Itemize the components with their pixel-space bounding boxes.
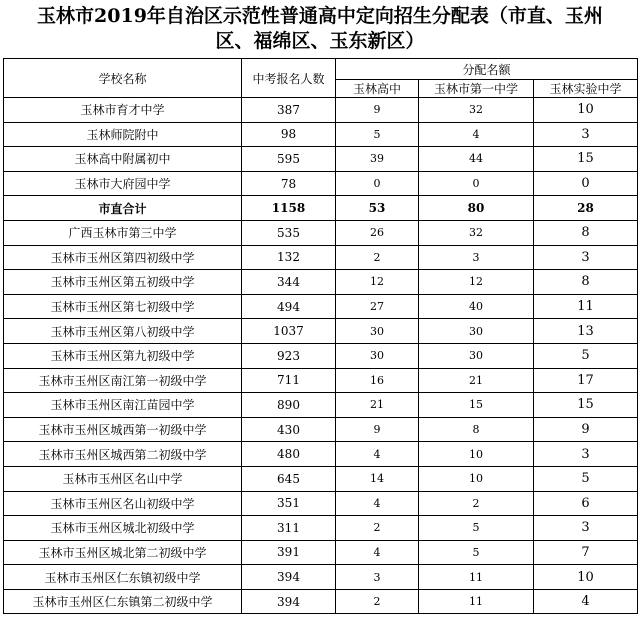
school-cell: 玉林市玉州区第八初级中学 (4, 319, 242, 344)
applicants-cell: 387 (242, 98, 336, 123)
school-cell: 玉林市玉州区第四初级中学 (4, 245, 242, 270)
quota-first-middle-cell: 5 (419, 540, 534, 565)
applicants-cell: 311 (242, 516, 336, 541)
quota-first-middle-cell: 80 (419, 196, 534, 221)
applicants-cell: 394 (242, 589, 336, 614)
quota-first-middle-cell: 21 (419, 368, 534, 393)
school-cell: 玉林市玉州区名山中学 (4, 466, 242, 491)
quota-first-middle-cell: 12 (419, 270, 534, 295)
school-cell: 玉林市玉州区第九初级中学 (4, 343, 242, 368)
quota-experimental-cell: 15 (534, 147, 638, 172)
header-col-b: 玉林市第一中学 (419, 80, 534, 98)
quota-first-middle-cell: 0 (419, 171, 534, 196)
applicants-cell: 78 (242, 171, 336, 196)
table-row (4, 442, 638, 467)
table-row (4, 245, 638, 270)
table-row (4, 466, 638, 491)
quota-yulin-high-cell: 30 (336, 343, 419, 368)
quota-first-middle-cell: 40 (419, 294, 534, 319)
header-col-c: 玉林实验中学 (534, 80, 638, 98)
quota-first-middle-cell: 11 (419, 589, 534, 614)
school-cell: 玉林高中附属初中 (4, 147, 242, 172)
quota-experimental-cell: 8 (534, 270, 638, 295)
table-row (4, 540, 638, 565)
quota-first-middle-cell: 8 (419, 417, 534, 442)
quota-yulin-high-cell: 26 (336, 220, 419, 245)
quota-yulin-high-cell: 4 (336, 540, 419, 565)
applicants-cell: 430 (242, 417, 336, 442)
applicants-cell: 711 (242, 368, 336, 393)
school-cell: 玉林市大府园中学 (4, 171, 242, 196)
quota-yulin-high-cell: 12 (336, 270, 419, 295)
applicants-cell: 595 (242, 147, 336, 172)
quota-yulin-high-cell: 27 (336, 294, 419, 319)
school-cell: 玉林市玉州区城西第二初级中学 (4, 442, 242, 467)
quota-yulin-high-cell: 2 (336, 589, 419, 614)
school-cell: 市直合计 (4, 196, 242, 221)
school-cell: 玉林市玉州区第五初级中学 (4, 270, 242, 295)
total-row (4, 196, 638, 221)
table-row (4, 319, 638, 344)
quota-first-middle-cell: 15 (419, 393, 534, 418)
quota-first-middle-cell: 30 (419, 319, 534, 344)
quota-first-middle-cell: 10 (419, 466, 534, 491)
quota-yulin-high-cell: 2 (336, 516, 419, 541)
table-row (4, 516, 638, 541)
school-cell: 广西玉林市第三中学 (4, 220, 242, 245)
table-row (4, 147, 638, 172)
quota-yulin-high-cell: 2 (336, 245, 419, 270)
table-row (4, 122, 638, 147)
quota-first-middle-cell: 44 (419, 147, 534, 172)
quota-experimental-cell: 10 (534, 98, 638, 123)
quota-first-middle-cell: 32 (419, 220, 534, 245)
quota-first-middle-cell: 3 (419, 245, 534, 270)
quota-experimental-cell: 17 (534, 368, 638, 393)
header-allocation: 分配名额 (336, 59, 638, 80)
quota-experimental-cell: 8 (534, 220, 638, 245)
table-row (4, 294, 638, 319)
quota-experimental-cell: 6 (534, 491, 638, 516)
applicants-cell: 494 (242, 294, 336, 319)
quota-yulin-high-cell: 4 (336, 491, 419, 516)
table-row (4, 565, 638, 590)
applicants-cell: 344 (242, 270, 336, 295)
quota-experimental-cell: 11 (534, 294, 638, 319)
school-cell: 玉林市玉州区南江苗园中学 (4, 393, 242, 418)
quota-yulin-high-cell: 3 (336, 565, 419, 590)
table-row (4, 171, 638, 196)
school-cell: 玉林市玉州区仁东镇初级中学 (4, 565, 242, 590)
applicants-cell: 132 (242, 245, 336, 270)
title-line-1: 玉林市2019年自治区示范性普通高中定向招生分配表（市直、玉州 (37, 5, 603, 27)
quota-first-middle-cell: 11 (419, 565, 534, 590)
applicants-cell: 1158 (242, 196, 336, 221)
quota-yulin-high-cell: 0 (336, 171, 419, 196)
table-row (4, 270, 638, 295)
applicants-cell: 351 (242, 491, 336, 516)
allocation-table (3, 58, 638, 614)
quota-yulin-high-cell: 16 (336, 368, 419, 393)
quota-yulin-high-cell: 14 (336, 466, 419, 491)
applicants-cell: 645 (242, 466, 336, 491)
quota-yulin-high-cell: 5 (336, 122, 419, 147)
quota-first-middle-cell: 5 (419, 516, 534, 541)
table-row (4, 417, 638, 442)
quota-experimental-cell: 5 (534, 343, 638, 368)
quota-experimental-cell: 3 (534, 245, 638, 270)
applicants-cell: 394 (242, 565, 336, 590)
quota-yulin-high-cell: 39 (336, 147, 419, 172)
title-line-2: 区、福绵区、玉东新区） (215, 30, 425, 52)
applicants-cell: 890 (242, 393, 336, 418)
applicants-cell: 535 (242, 220, 336, 245)
school-cell: 玉林市玉州区城西第一初级中学 (4, 417, 242, 442)
table-row (4, 491, 638, 516)
quota-yulin-high-cell: 53 (336, 196, 419, 221)
quota-experimental-cell: 3 (534, 442, 638, 467)
document-title (0, 0, 640, 52)
table-row (4, 393, 638, 418)
quota-experimental-cell: 4 (534, 589, 638, 614)
quota-experimental-cell: 15 (534, 393, 638, 418)
quota-first-middle-cell: 10 (419, 442, 534, 467)
quota-first-middle-cell: 32 (419, 98, 534, 123)
school-cell: 玉林市玉州区第七初级中学 (4, 294, 242, 319)
quota-experimental-cell: 0 (534, 171, 638, 196)
header-col-a: 玉林高中 (336, 80, 419, 98)
quota-experimental-cell: 7 (534, 540, 638, 565)
applicants-cell: 480 (242, 442, 336, 467)
quota-first-middle-cell: 2 (419, 491, 534, 516)
quota-experimental-cell: 5 (534, 466, 638, 491)
header-school: 学校名称 (4, 59, 242, 98)
quota-yulin-high-cell: 4 (336, 442, 419, 467)
table-row (4, 368, 638, 393)
quota-experimental-cell: 28 (534, 196, 638, 221)
school-cell: 玉林市玉州区名山初级中学 (4, 491, 242, 516)
quota-experimental-cell: 13 (534, 319, 638, 344)
school-cell: 玉林师院附中 (4, 122, 242, 147)
school-cell: 玉林市玉州区仁东镇第二初级中学 (4, 589, 242, 614)
quota-experimental-cell: 9 (534, 417, 638, 442)
quota-first-middle-cell: 30 (419, 343, 534, 368)
school-cell: 玉林市玉州区城北第二初级中学 (4, 540, 242, 565)
quota-experimental-cell: 10 (534, 565, 638, 590)
quota-yulin-high-cell: 9 (336, 417, 419, 442)
table-row (4, 343, 638, 368)
applicants-cell: 1037 (242, 319, 336, 344)
quota-experimental-cell: 3 (534, 122, 638, 147)
table-row (4, 98, 638, 123)
school-cell: 玉林市玉州区南江第一初级中学 (4, 368, 242, 393)
quota-experimental-cell: 3 (534, 516, 638, 541)
header-row-1 (4, 59, 638, 80)
table-row (4, 589, 638, 614)
applicants-cell: 923 (242, 343, 336, 368)
quota-first-middle-cell: 4 (419, 122, 534, 147)
school-cell: 玉林市玉州区城北初级中学 (4, 516, 242, 541)
header-applicants: 中考报名人数 (242, 59, 336, 98)
table-row (4, 220, 638, 245)
applicants-cell: 391 (242, 540, 336, 565)
applicants-cell: 98 (242, 122, 336, 147)
school-cell: 玉林市育才中学 (4, 98, 242, 123)
quota-yulin-high-cell: 21 (336, 393, 419, 418)
quota-yulin-high-cell: 30 (336, 319, 419, 344)
quota-yulin-high-cell: 9 (336, 98, 419, 123)
